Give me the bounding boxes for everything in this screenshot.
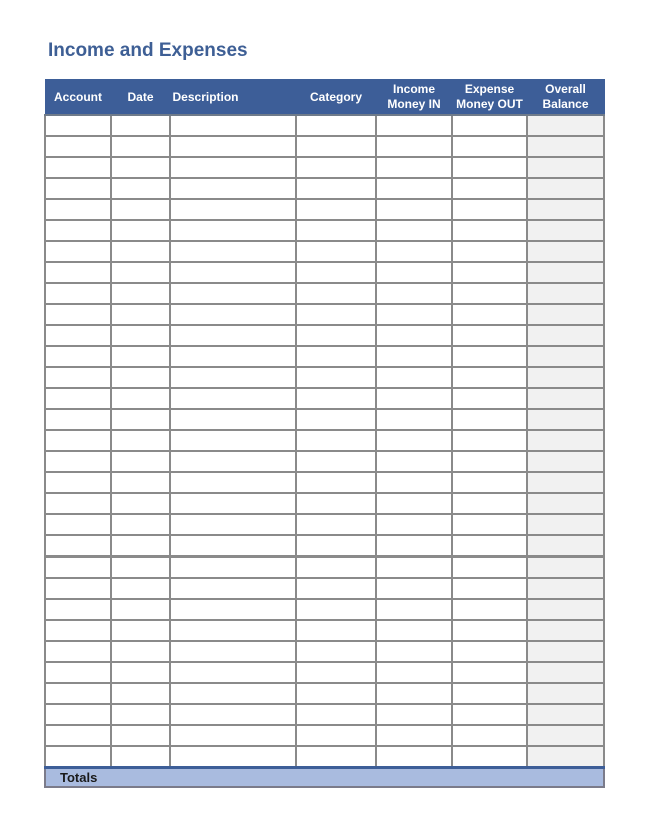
category-cell[interactable]	[296, 662, 376, 683]
balance-cell[interactable]	[527, 388, 604, 409]
account-cell[interactable]	[45, 683, 111, 704]
expense-cell[interactable]	[452, 304, 527, 325]
date-cell[interactable]	[111, 241, 170, 262]
expense-cell[interactable]	[452, 725, 527, 746]
balance-cell[interactable]	[527, 493, 604, 514]
income-cell[interactable]	[376, 367, 452, 388]
category-cell[interactable]	[296, 346, 376, 367]
date-cell[interactable]	[111, 262, 170, 283]
account-cell[interactable]	[45, 493, 111, 514]
income-cell[interactable]	[376, 662, 452, 683]
category-cell[interactable]	[296, 620, 376, 641]
date-cell[interactable]	[111, 304, 170, 325]
table-row	[45, 557, 604, 579]
balance-cell[interactable]	[527, 262, 604, 283]
description-cell[interactable]	[170, 304, 296, 325]
date-cell[interactable]	[111, 493, 170, 514]
category-cell[interactable]	[296, 178, 376, 199]
expense-cell[interactable]	[452, 346, 527, 367]
income-cell[interactable]	[376, 493, 452, 514]
income-cell[interactable]	[376, 262, 452, 283]
account-cell[interactable]	[45, 578, 111, 599]
description-cell[interactable]	[170, 578, 296, 599]
expense-cell[interactable]	[452, 283, 527, 304]
category-cell[interactable]	[296, 514, 376, 535]
expense-cell[interactable]	[452, 178, 527, 199]
balance-cell[interactable]	[527, 704, 604, 725]
date-cell[interactable]	[111, 283, 170, 304]
income-cell[interactable]	[376, 241, 452, 262]
account-cell[interactable]	[45, 178, 111, 199]
balance-cell[interactable]	[527, 409, 604, 430]
description-cell[interactable]	[170, 430, 296, 451]
table-row	[45, 241, 604, 262]
date-cell[interactable]	[111, 115, 170, 136]
table-row	[45, 535, 604, 557]
account-cell[interactable]	[45, 599, 111, 620]
category-cell[interactable]	[296, 557, 376, 579]
balance-cell[interactable]	[527, 641, 604, 662]
table-row	[45, 430, 604, 451]
table-row	[45, 514, 604, 535]
description-cell[interactable]	[170, 178, 296, 199]
expense-cell[interactable]	[452, 241, 527, 262]
table-row	[45, 451, 604, 472]
category-cell[interactable]	[296, 725, 376, 746]
income-cell[interactable]	[376, 472, 452, 493]
date-cell[interactable]	[111, 472, 170, 493]
income-cell[interactable]	[376, 283, 452, 304]
account-cell[interactable]	[45, 409, 111, 430]
description-cell[interactable]	[170, 662, 296, 683]
table-row	[45, 157, 604, 178]
income-cell[interactable]	[376, 578, 452, 599]
date-cell[interactable]	[111, 367, 170, 388]
header-balance: Overall Balance	[527, 80, 604, 116]
description-cell[interactable]	[170, 535, 296, 557]
description-cell[interactable]	[170, 367, 296, 388]
expense-cell[interactable]	[452, 472, 527, 493]
balance-cell[interactable]	[527, 472, 604, 493]
account-cell[interactable]	[45, 662, 111, 683]
description-cell[interactable]	[170, 620, 296, 641]
table-row	[45, 325, 604, 346]
description-cell[interactable]	[170, 704, 296, 725]
account-cell[interactable]	[45, 472, 111, 493]
expense-cell[interactable]	[452, 535, 527, 557]
description-cell[interactable]	[170, 472, 296, 493]
expense-cell[interactable]	[452, 683, 527, 704]
table-row	[45, 220, 604, 241]
income-cell[interactable]	[376, 136, 452, 157]
balance-cell[interactable]	[527, 578, 604, 599]
account-cell[interactable]	[45, 199, 111, 220]
balance-cell[interactable]	[527, 430, 604, 451]
expense-cell[interactable]	[452, 599, 527, 620]
expense-cell[interactable]	[452, 325, 527, 346]
balance-cell[interactable]	[527, 220, 604, 241]
expense-cell[interactable]	[452, 388, 527, 409]
ledger-body	[45, 115, 604, 768]
balance-cell[interactable]	[527, 746, 604, 768]
date-cell[interactable]	[111, 535, 170, 557]
category-cell[interactable]	[296, 199, 376, 220]
table-row	[45, 367, 604, 388]
balance-cell[interactable]	[527, 325, 604, 346]
header-description: Description	[170, 80, 296, 116]
date-cell[interactable]	[111, 178, 170, 199]
table-row	[45, 304, 604, 325]
income-cell[interactable]	[376, 514, 452, 535]
expense-cell[interactable]	[452, 662, 527, 683]
expense-cell[interactable]	[452, 199, 527, 220]
income-cell[interactable]	[376, 535, 452, 557]
description-cell[interactable]	[170, 136, 296, 157]
table-row	[45, 472, 604, 493]
income-cell[interactable]	[376, 746, 452, 768]
date-cell[interactable]	[111, 557, 170, 579]
balance-cell[interactable]	[527, 725, 604, 746]
income-expense-table	[44, 79, 605, 788]
page-title: Income and Expenses	[48, 40, 248, 61]
category-cell[interactable]	[296, 157, 376, 178]
balance-cell[interactable]	[527, 157, 604, 178]
table-row	[45, 262, 604, 283]
expense-cell[interactable]	[452, 262, 527, 283]
account-cell[interactable]	[45, 283, 111, 304]
table-row	[45, 136, 604, 157]
balance-cell[interactable]	[527, 451, 604, 472]
expense-cell[interactable]	[452, 557, 527, 579]
header-income: Income Money IN	[376, 80, 452, 116]
account-cell[interactable]	[45, 725, 111, 746]
date-cell[interactable]	[111, 430, 170, 451]
table-row	[45, 493, 604, 514]
income-cell[interactable]	[376, 620, 452, 641]
description-cell[interactable]	[170, 725, 296, 746]
date-cell[interactable]	[111, 157, 170, 178]
totals-label: Totals	[45, 768, 604, 788]
description-cell[interactable]	[170, 746, 296, 768]
income-cell[interactable]	[376, 641, 452, 662]
date-cell[interactable]	[111, 746, 170, 768]
table-row	[45, 409, 604, 430]
description-cell[interactable]	[170, 388, 296, 409]
category-cell[interactable]	[296, 704, 376, 725]
table-row	[45, 283, 604, 304]
account-cell[interactable]	[45, 262, 111, 283]
description-cell[interactable]	[170, 409, 296, 430]
account-cell[interactable]	[45, 641, 111, 662]
category-cell[interactable]	[296, 599, 376, 620]
description-cell[interactable]	[170, 115, 296, 136]
account-cell[interactable]	[45, 304, 111, 325]
date-cell[interactable]	[111, 599, 170, 620]
income-cell[interactable]	[376, 451, 452, 472]
account-cell[interactable]	[45, 220, 111, 241]
table-row	[45, 620, 604, 641]
date-cell[interactable]	[111, 346, 170, 367]
expense-cell[interactable]	[452, 409, 527, 430]
date-cell[interactable]	[111, 641, 170, 662]
header-row	[45, 80, 604, 116]
table-row	[45, 578, 604, 599]
income-cell[interactable]	[376, 430, 452, 451]
balance-cell[interactable]	[527, 514, 604, 535]
category-cell[interactable]	[296, 325, 376, 346]
income-cell[interactable]	[376, 220, 452, 241]
account-cell[interactable]	[45, 367, 111, 388]
expense-cell[interactable]	[452, 704, 527, 725]
balance-cell[interactable]	[527, 304, 604, 325]
header-date: Date	[111, 80, 170, 116]
expense-cell[interactable]	[452, 514, 527, 535]
description-cell[interactable]	[170, 220, 296, 241]
table-row	[45, 746, 604, 768]
date-cell[interactable]	[111, 325, 170, 346]
income-cell[interactable]	[376, 304, 452, 325]
income-cell[interactable]	[376, 683, 452, 704]
description-cell[interactable]	[170, 283, 296, 304]
description-cell[interactable]	[170, 262, 296, 283]
category-cell[interactable]	[296, 304, 376, 325]
category-cell[interactable]	[296, 683, 376, 704]
account-cell[interactable]	[45, 557, 111, 579]
table-row	[45, 725, 604, 746]
balance-cell[interactable]	[527, 115, 604, 136]
date-cell[interactable]	[111, 388, 170, 409]
account-cell[interactable]	[45, 746, 111, 768]
header-category: Category	[296, 80, 376, 116]
date-cell[interactable]	[111, 704, 170, 725]
balance-cell[interactable]	[527, 557, 604, 579]
table-row	[45, 346, 604, 367]
table-row	[45, 599, 604, 620]
income-cell[interactable]	[376, 409, 452, 430]
account-cell[interactable]	[45, 514, 111, 535]
account-cell[interactable]	[45, 136, 111, 157]
income-cell[interactable]	[376, 599, 452, 620]
date-cell[interactable]	[111, 620, 170, 641]
category-cell[interactable]	[296, 136, 376, 157]
table-row	[45, 683, 604, 704]
description-cell[interactable]	[170, 683, 296, 704]
expense-cell[interactable]	[452, 220, 527, 241]
category-cell[interactable]	[296, 115, 376, 136]
table-row	[45, 641, 604, 662]
category-cell[interactable]	[296, 641, 376, 662]
table-row	[45, 115, 604, 136]
expense-cell[interactable]	[452, 157, 527, 178]
description-cell[interactable]	[170, 157, 296, 178]
account-cell[interactable]	[45, 157, 111, 178]
table-row	[45, 704, 604, 725]
description-cell[interactable]	[170, 514, 296, 535]
date-cell[interactable]	[111, 662, 170, 683]
category-cell[interactable]	[296, 430, 376, 451]
description-cell[interactable]	[170, 199, 296, 220]
date-cell[interactable]	[111, 451, 170, 472]
category-cell[interactable]	[296, 472, 376, 493]
balance-cell[interactable]	[527, 599, 604, 620]
income-cell[interactable]	[376, 199, 452, 220]
expense-cell[interactable]	[452, 641, 527, 662]
category-cell[interactable]	[296, 262, 376, 283]
account-cell[interactable]	[45, 241, 111, 262]
balance-cell[interactable]	[527, 367, 604, 388]
table-row	[45, 178, 604, 199]
category-cell[interactable]	[296, 367, 376, 388]
date-cell[interactable]	[111, 514, 170, 535]
account-cell[interactable]	[45, 115, 111, 136]
account-cell[interactable]	[45, 388, 111, 409]
balance-cell[interactable]	[527, 199, 604, 220]
expense-cell[interactable]	[452, 367, 527, 388]
description-cell[interactable]	[170, 325, 296, 346]
expense-cell[interactable]	[452, 451, 527, 472]
balance-cell[interactable]	[527, 535, 604, 557]
category-cell[interactable]	[296, 493, 376, 514]
description-cell[interactable]	[170, 493, 296, 514]
date-cell[interactable]	[111, 409, 170, 430]
account-cell[interactable]	[45, 704, 111, 725]
category-cell[interactable]	[296, 451, 376, 472]
category-cell[interactable]	[296, 746, 376, 768]
balance-cell[interactable]	[527, 620, 604, 641]
income-cell[interactable]	[376, 557, 452, 579]
date-cell[interactable]	[111, 725, 170, 746]
description-cell[interactable]	[170, 641, 296, 662]
description-cell[interactable]	[170, 451, 296, 472]
date-cell[interactable]	[111, 578, 170, 599]
balance-cell[interactable]	[527, 346, 604, 367]
expense-cell[interactable]	[452, 578, 527, 599]
header-expense: Expense Money OUT	[452, 80, 527, 116]
account-cell[interactable]	[45, 346, 111, 367]
category-cell[interactable]	[296, 535, 376, 557]
category-cell[interactable]	[296, 283, 376, 304]
category-cell[interactable]	[296, 388, 376, 409]
date-cell[interactable]	[111, 683, 170, 704]
account-cell[interactable]	[45, 430, 111, 451]
income-cell[interactable]	[376, 346, 452, 367]
balance-cell[interactable]	[527, 283, 604, 304]
table-row	[45, 199, 604, 220]
totals-row	[45, 768, 604, 788]
table-row	[45, 388, 604, 409]
expense-cell[interactable]	[452, 136, 527, 157]
expense-cell[interactable]	[452, 430, 527, 451]
table-row	[45, 662, 604, 683]
account-cell[interactable]	[45, 620, 111, 641]
balance-cell[interactable]	[527, 178, 604, 199]
income-cell[interactable]	[376, 115, 452, 136]
category-cell[interactable]	[296, 578, 376, 599]
expense-cell[interactable]	[452, 620, 527, 641]
category-cell[interactable]	[296, 241, 376, 262]
category-cell[interactable]	[296, 409, 376, 430]
income-cell[interactable]	[376, 325, 452, 346]
balance-cell[interactable]	[527, 136, 604, 157]
balance-cell[interactable]	[527, 683, 604, 704]
income-cell[interactable]	[376, 388, 452, 409]
account-cell[interactable]	[45, 325, 111, 346]
date-cell[interactable]	[111, 136, 170, 157]
expense-cell[interactable]	[452, 493, 527, 514]
description-cell[interactable]	[170, 557, 296, 579]
date-cell[interactable]	[111, 220, 170, 241]
description-cell[interactable]	[170, 346, 296, 367]
balance-cell[interactable]	[527, 241, 604, 262]
date-cell[interactable]	[111, 199, 170, 220]
description-cell[interactable]	[170, 241, 296, 262]
income-cell[interactable]	[376, 157, 452, 178]
expense-cell[interactable]	[452, 746, 527, 768]
expense-cell[interactable]	[452, 115, 527, 136]
income-cell[interactable]	[376, 725, 452, 746]
account-cell[interactable]	[45, 451, 111, 472]
income-cell[interactable]	[376, 178, 452, 199]
description-cell[interactable]	[170, 599, 296, 620]
header-account: Account	[45, 80, 111, 116]
account-cell[interactable]	[45, 535, 111, 557]
income-cell[interactable]	[376, 704, 452, 725]
balance-cell[interactable]	[527, 662, 604, 683]
category-cell[interactable]	[296, 220, 376, 241]
